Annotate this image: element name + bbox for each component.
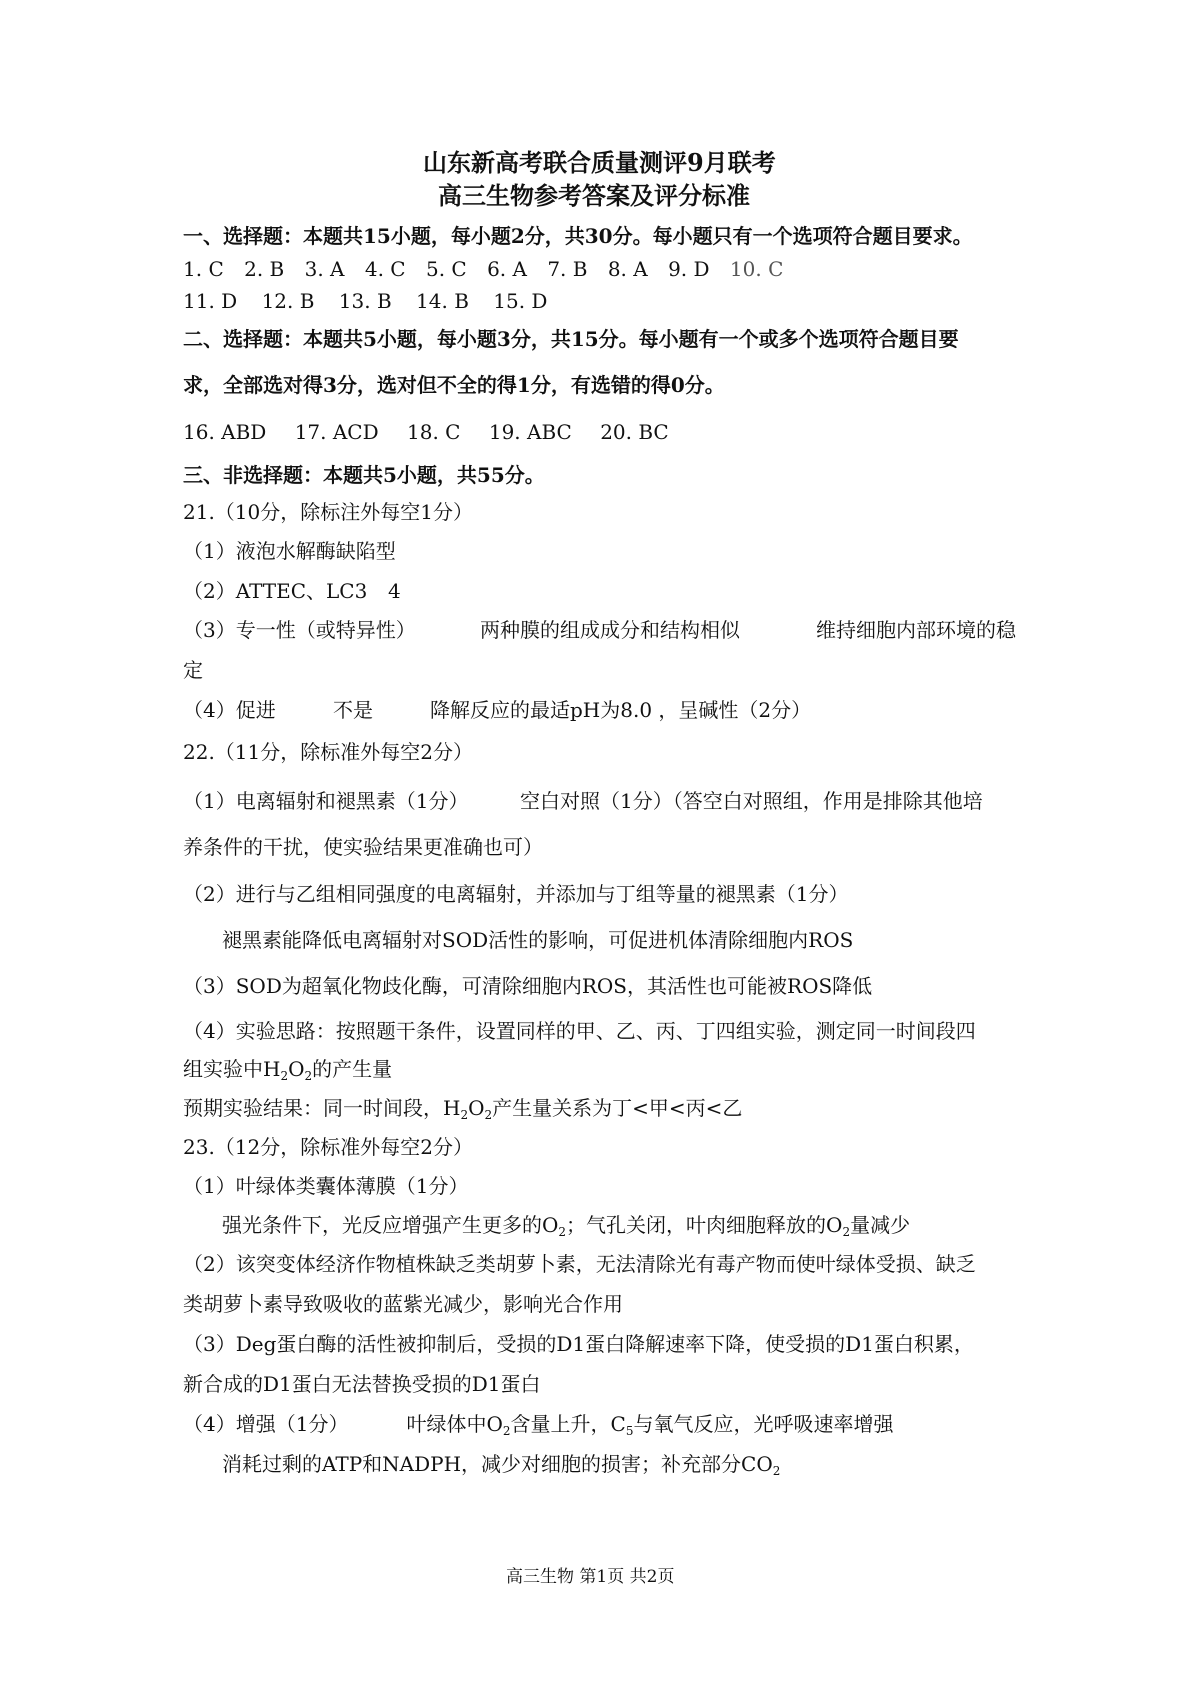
answer-17: 17. ACD: [294, 420, 379, 444]
h2o2-o: O: [288, 1057, 305, 1081]
answer-12: 12. B: [261, 289, 315, 313]
answer-6: 6. A: [487, 257, 527, 281]
c5-sub: 5: [625, 1424, 634, 1438]
h2o2-h-2: H: [443, 1096, 461, 1120]
section-1-header: 一、选择题：本题共15小题，每小题2分，共30分。每小题只有一个选项符合题目要求。: [183, 224, 973, 248]
answer-20: 20. BC: [600, 420, 669, 444]
q23-part-1a: （1）叶绿体类囊体薄膜（1分）: [183, 1174, 469, 1198]
q21-part-3c: 维持细胞内部环境的稳: [816, 618, 1016, 642]
q22-part-2a: （2）进行与乙组相同强度的电离辐射，并添加与丁组等量的褪黑素（1分）: [183, 882, 849, 906]
q23-part-3a: （3）Deg蛋白酶的活性被抑制后，受损的D1蛋白降解速率下降，使受损的D1蛋白积累，: [183, 1332, 974, 1356]
answer-1: 1. C: [183, 257, 224, 281]
title-line-1: 山东新高考联合质量测评9月联考: [423, 148, 776, 177]
q22-part-4b-pre: 组实验中: [183, 1057, 263, 1081]
q23-part-4a-4: 与氧气反应，光呼吸速率增强: [633, 1412, 894, 1436]
q23-part-4a-3: 含量上升，C: [510, 1412, 626, 1436]
q22-part-1b: 空白对照（1分）（答空白对照组，作用是排除其他培: [520, 789, 983, 813]
q23-part-1b-2: ；气孔关闭，叶肉细胞释放的O: [566, 1213, 843, 1237]
q22-part-1c: 养条件的干扰，使实验结果更准确也可）: [183, 835, 543, 859]
h2o2-sub-d: 2: [484, 1108, 493, 1122]
q23-part-1b-1: 强光条件下，光反应增强产生更多的O: [222, 1213, 559, 1237]
co2-sub: 2: [772, 1464, 781, 1478]
answer-16: 16. ABD: [183, 420, 267, 444]
o2-sub-2: 2: [842, 1225, 851, 1239]
o2-sub-1: 2: [558, 1225, 567, 1239]
q21-part-3a: （3）专一性（或特异性）: [183, 618, 416, 642]
q21-part-2b: 4: [388, 579, 401, 603]
q22-part-4b-post: 的产生量: [312, 1057, 393, 1081]
section-1-answers-row-1: [183, 256, 783, 282]
section-2-answers: [183, 419, 691, 445]
answer-7: 7. B: [547, 257, 588, 281]
page-footer: 高三生物 第1页 共2页: [506, 1567, 675, 1587]
q23-part-1b: [222, 1212, 910, 1245]
section-1-answers-row-2: [183, 288, 565, 314]
answer-8: 8. A: [607, 257, 648, 281]
q22-part-4b: [183, 1056, 392, 1089]
q22-heading: 22.（11分，除标准外每空2分）: [183, 740, 473, 764]
q22-part-4c-pre: 预期实验结果：同一时间段，: [183, 1096, 443, 1120]
answer-3: 3. A: [304, 257, 345, 281]
q21-heading: 21.（10分，除标注外每空1分）: [183, 500, 473, 524]
answer-15: 15. D: [493, 289, 548, 313]
q22-part-2b: 褪黑素能降低电离辐射对SOD活性的影响，可促进机体清除细胞内ROS: [222, 928, 854, 952]
answer-9: 9. D: [668, 257, 710, 281]
q21-part-1: （1）液泡水解酶缺陷型: [183, 539, 396, 563]
q23-heading: 23.（12分，除标准外每空2分）: [183, 1135, 473, 1159]
h2o2-h: H: [263, 1057, 281, 1081]
answer-4: 4. C: [364, 257, 406, 281]
section-2-header-line-2: 求，全部选对得3分，选对但不全的得1分，有选错的得0分。: [183, 373, 725, 397]
answer-13: 13. B: [338, 289, 392, 313]
h2o2-sub-a: 2: [280, 1069, 289, 1083]
q23-part-1b-3: 量减少: [850, 1213, 911, 1237]
h2o2-o-2: O: [468, 1096, 485, 1120]
q22-part-1a: （1）电离辐射和褪黑素（1分）: [183, 789, 469, 813]
answer-19: 19. ABC: [488, 420, 572, 444]
q22-part-3: （3）SOD为超氧化物歧化酶，可清除细胞内ROS，其活性也可能被ROS降低: [183, 974, 873, 998]
q21-part-3b: 两种膜的组成成分和结构相似: [480, 618, 740, 642]
q22-part-4a: （4）实验思路：按照题干条件，设置同样的甲、乙、丙、丁四组实验，测定同一时间段四: [183, 1019, 976, 1043]
h2o2-sub-b: 2: [304, 1069, 313, 1083]
q23-part-4b-1: 消耗过剩的ATP和NADPH，减少对细胞的损害；补充部分CO: [222, 1452, 773, 1476]
q21-part-4a: （4）促进: [183, 698, 276, 722]
q21-part-2a: （2）ATTEC、LC3: [183, 579, 368, 603]
q21-part-4b: 不是: [333, 698, 373, 722]
o2-sub-3: 2: [502, 1424, 511, 1438]
q22-part-4c-post: 产生量关系为丁<甲<丙<乙: [492, 1096, 743, 1120]
q22-part-4c: [183, 1095, 742, 1128]
section-3-header: 三、非选择题：本题共5小题，共55分。: [183, 463, 545, 487]
title-line-2: 高三生物参考答案及评分标准: [438, 181, 750, 210]
answer-14: 14. B: [416, 289, 469, 313]
answer-10: 10. C: [729, 257, 784, 281]
answer-11: 11. D: [183, 289, 238, 313]
q21-part-3d: 定: [183, 658, 203, 682]
q23-part-4a: [183, 1411, 893, 1444]
q23-part-4a-1: （4）增强（1分）: [183, 1412, 349, 1436]
q21-part-4c: 降解反应的最适pH为8.0 ，呈碱性（2分）: [430, 698, 812, 722]
section-2-header-line-1: 二、选择题：本题共5小题，每小题3分，共15分。每小题有一个或多个选项符合题目要: [183, 327, 959, 351]
q23-part-3b: 新合成的D1蛋白无法替换受损的D1蛋白: [183, 1372, 541, 1396]
q23-part-4a-2: 叶绿体中O: [406, 1412, 503, 1436]
q23-part-2b: 类胡萝卜素导致吸收的蓝紫光减少，影响光合作用: [183, 1292, 623, 1316]
answer-18: 18. C: [407, 420, 461, 444]
answer-2: 2. B: [244, 257, 285, 281]
q23-part-2a: （2）该突变体经济作物植株缺乏类胡萝卜素，无法清除光有毒产物而使叶绿体受损、缺乏: [183, 1252, 976, 1276]
h2o2-sub-c: 2: [460, 1108, 469, 1122]
q23-part-4b: [222, 1451, 780, 1484]
answer-5: 5. C: [425, 257, 467, 281]
